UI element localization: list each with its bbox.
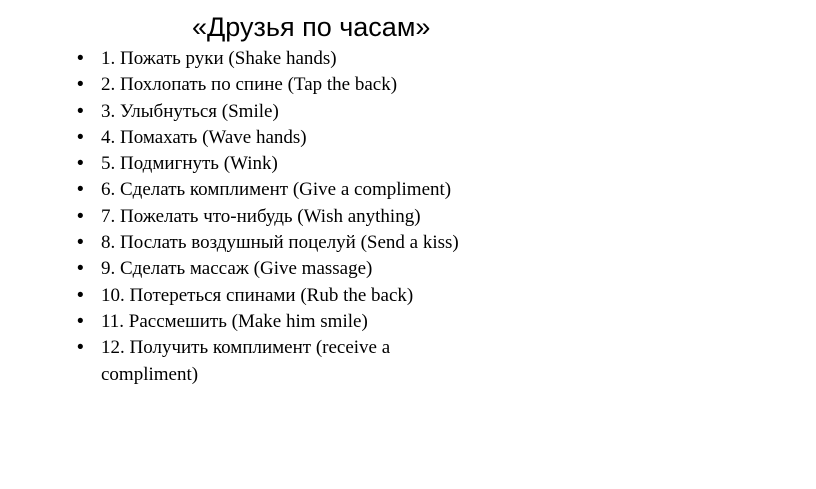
list-item (74, 177, 554, 203)
list-item-text: 1. Пожать руки (Shake hands) (101, 48, 337, 69)
list-item (74, 72, 554, 98)
list-item (74, 99, 554, 125)
list-item (74, 256, 554, 282)
list-item (74, 46, 554, 72)
list-item (74, 335, 554, 388)
bullet-icon: • (77, 232, 84, 254)
bullet-icon: • (77, 337, 84, 359)
list-item-text: 3. Улыбнуться (Smile) (101, 100, 279, 122)
bullet-icon: • (77, 205, 84, 227)
bullet-icon: • (77, 100, 84, 122)
list-item-text: 12. Получить комплимент (receive a compliment) (101, 337, 391, 385)
bullet-icon: • (77, 310, 84, 332)
list-item-text: 8. Послать воздушный поцелуй (Send a kiss) (101, 232, 459, 254)
slide-title: «Друзья по часам» (192, 12, 431, 42)
list-item-text: 5. Подмигнуть (Wink) (101, 153, 278, 175)
list-item (74, 283, 554, 309)
list-item (74, 151, 554, 177)
bullet-icon: • (77, 153, 84, 175)
list-item (74, 204, 554, 230)
activity-list (74, 46, 554, 388)
list-item-text: 9. Сделать массаж (Give massage) (101, 258, 373, 280)
list-item-text: 11. Рассмешить (Make him smile) (101, 310, 368, 332)
list-item-text: 7. Пожелать что-нибудь (Wish anything) (101, 205, 421, 227)
list-item (74, 309, 554, 335)
bullet-icon: • (77, 74, 84, 96)
list-item (74, 230, 554, 256)
bullet-icon: • (77, 179, 84, 201)
bullet-icon: • (77, 258, 84, 280)
bullet-icon: • (77, 284, 84, 306)
bullet-icon: • (77, 48, 84, 69)
list-item-text: 10. Потереться спинами (Rub the back) (101, 284, 414, 306)
bullet-icon: • (77, 126, 84, 148)
list-item (74, 125, 554, 151)
list-item-text: 4. Помахать (Wave hands) (101, 126, 307, 148)
list-item-text: 6. Сделать комплимент (Give a compliment) (101, 179, 452, 201)
list-item-text: 2. Похлопать по спине (Tap the back) (101, 74, 398, 96)
